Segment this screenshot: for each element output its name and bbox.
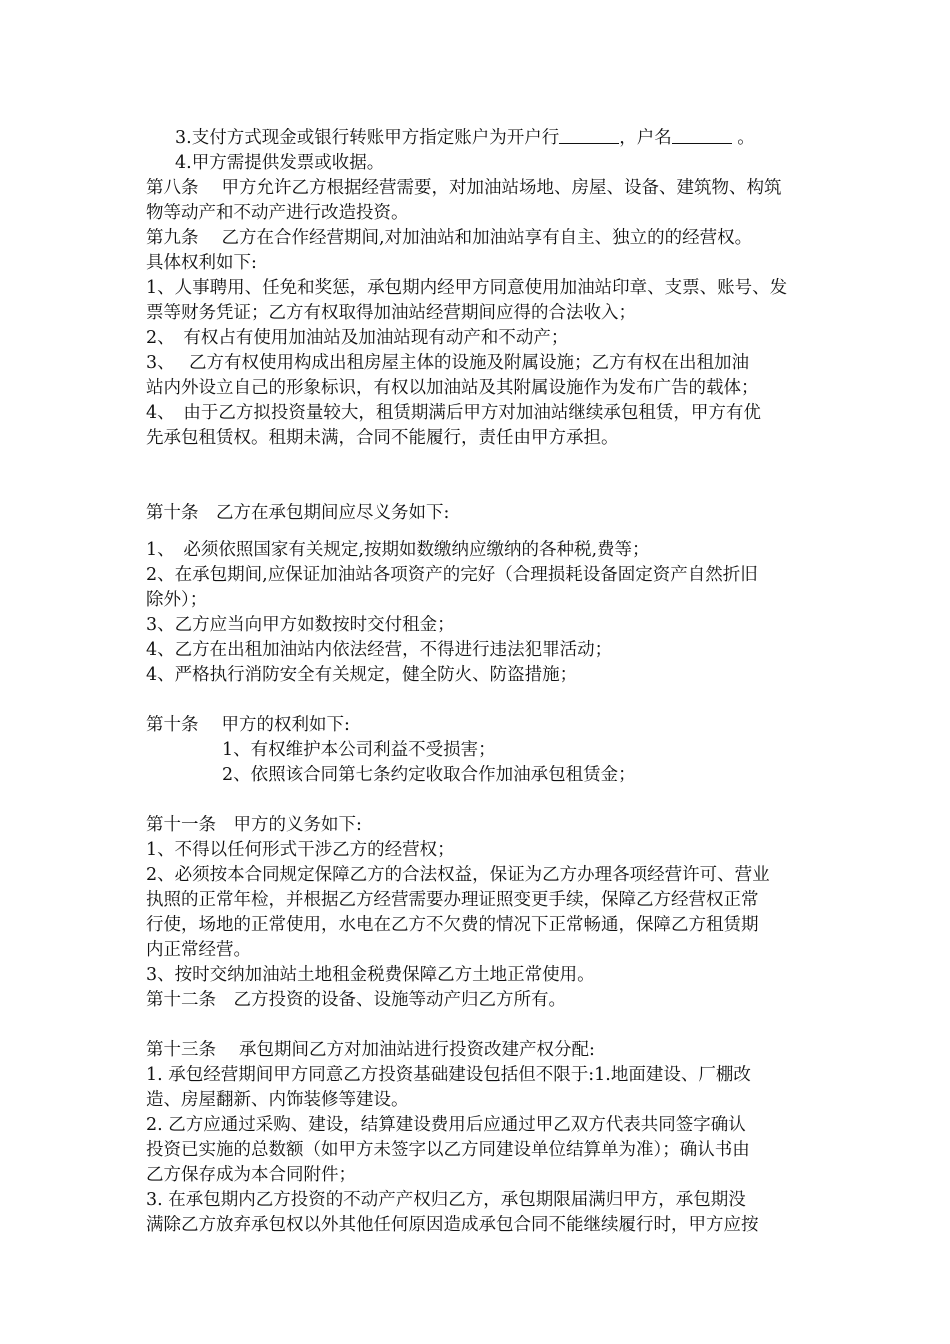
- paragraph-gap: [146, 451, 810, 476]
- text-line: [146, 251, 810, 276]
- line-text: 满除乙方放弃承包权以外其他任何原因造成承包合同不能继续履行时，甲方应按: [146, 1215, 759, 1235]
- text-line: [146, 226, 810, 251]
- text-line: [146, 638, 810, 663]
- text-line: [146, 963, 810, 988]
- text-line: [146, 863, 810, 888]
- line-text: 投资已实施的总数额（如甲方未签字以乙方同建设单位结算单为准）；确认书由: [146, 1140, 750, 1160]
- line-text: 3、乙方应当向甲方如数按时交付租金；: [146, 615, 455, 635]
- line-text: 1、 必须依照国家有关规定,按期如数缴纳应缴纳的各种税,费等；: [146, 540, 650, 560]
- text-line: [146, 538, 810, 563]
- line-text: 2. 乙方应通过采购、建设，结算建设费用后应通过甲乙双方代表共同签字确认: [146, 1115, 746, 1135]
- text-line: [146, 401, 810, 426]
- paragraph-gap: [146, 1013, 810, 1038]
- line-text: 3、 乙方有权使用构成出租房屋主体的设施及附属设施；乙方有权在出租加油: [146, 353, 749, 373]
- text-line: [146, 151, 810, 176]
- text-line: [146, 326, 810, 351]
- line-text: 物等动产和不动产进行改造投资。: [146, 203, 409, 223]
- line-text: 2、依照该合同第七条约定收取合作加油承包租赁金；: [222, 765, 636, 785]
- text-line: [146, 1188, 810, 1213]
- line-text: 1. 承包经营期间甲方同意乙方投资基础建设包括但不限于:1.地面建设、厂棚改: [146, 1065, 751, 1085]
- text-line: [146, 838, 810, 863]
- paragraph-gap: [146, 788, 810, 813]
- text-line: [146, 301, 810, 326]
- line-text: 第十一条 甲方的义务如下:: [146, 815, 362, 835]
- text-line: [146, 713, 810, 738]
- line-text: 3、按时交纳加油站土地租金税费保障乙方土地正常使用。: [146, 965, 595, 985]
- text-line: [146, 588, 810, 613]
- text-line: [146, 126, 810, 151]
- document-page: [146, 126, 810, 1238]
- line-text: 乙方保存成为本合同附件；: [146, 1165, 356, 1185]
- line-text: 1、有权维护本公司利益不受损害；: [222, 740, 496, 760]
- line-text: ，户名: [619, 128, 672, 148]
- text-line: [146, 1088, 810, 1113]
- paragraph-gap: [146, 688, 810, 713]
- paragraph-gap: [146, 526, 810, 538]
- line-text: 执照的正常年检，并根据乙方经营需要办理证照变更手续，保障乙方经营权正常: [146, 890, 759, 910]
- line-text: 1、人事聘用、任免和奖惩，承包期内经甲方同意使用加油站印章、支票、账号、发: [146, 278, 788, 298]
- text-line: [146, 663, 810, 688]
- text-line: [146, 1163, 810, 1188]
- text-line: [146, 501, 810, 526]
- text-line: [146, 738, 810, 763]
- text-line: [146, 888, 810, 913]
- fill-in-blank: [672, 127, 732, 144]
- line-text: 4、乙方在出租加油站内依法经营，不得进行违法犯罪活动；: [146, 640, 613, 660]
- text-line: [146, 1213, 810, 1238]
- line-text: 具体权利如下:: [146, 253, 257, 273]
- line-text: 1、不得以任何形式干涉乙方的经营权；: [146, 840, 455, 860]
- line-text: 3. 在承包期内乙方投资的不动产产权归乙方，承包期限届满归甲方，承包期没: [146, 1190, 746, 1210]
- line-text: 除外）；: [146, 590, 208, 610]
- line-text: 第九条 乙方在合作经营期间,对加油站和加油站享有自主、独立的的经营权。: [146, 228, 753, 248]
- text-line: [146, 563, 810, 588]
- text-line: [146, 426, 810, 451]
- text-line: [146, 176, 810, 201]
- text-line: [146, 1038, 810, 1063]
- line-text: 票等财务凭证；乙方有权取得加油站经营期间应得的合法收入；: [146, 303, 636, 323]
- line-text: 站内外设立自己的形象标识，有权以加油站及其附属设施作为发布广告的载体；: [146, 378, 759, 398]
- text-line: [146, 1138, 810, 1163]
- line-text: 2、 有权占有使用加油站及加油站现有动产和不动产；: [146, 328, 569, 348]
- text-line: [146, 351, 810, 376]
- text-line: [146, 813, 810, 838]
- fill-in-blank: [559, 127, 619, 144]
- text-line: [146, 613, 810, 638]
- line-text: 第十条 甲方的权利如下:: [146, 715, 350, 735]
- line-text: 造、房屋翻新、内饰装修等建设。: [146, 1090, 409, 1110]
- line-text: 第十二条 乙方投资的设备、设施等动产归乙方所有。: [146, 990, 566, 1010]
- text-line: [146, 1063, 810, 1088]
- text-line: [146, 1113, 810, 1138]
- line-text: 2、必须按本合同规定保障乙方的合法权益，保证为乙方办理各项经营许可、营业: [146, 865, 770, 885]
- text-line: [146, 276, 810, 301]
- paragraph-gap: [146, 476, 810, 501]
- text-line: [146, 376, 810, 401]
- line-text: 。: [731, 128, 755, 148]
- text-line: [146, 988, 810, 1013]
- line-text: 第十三条 承包期间乙方对加油站进行投资改建产权分配:: [146, 1040, 595, 1060]
- text-line: [146, 913, 810, 938]
- line-text: 2、在承包期间,应保证加油站各项资产的完好（合理损耗设备固定资产自然折旧: [146, 565, 758, 585]
- text-line: [146, 763, 810, 788]
- line-text: 4、严格执行消防安全有关规定，健全防火、防盗措施；: [146, 665, 578, 685]
- line-text: 先承包租赁权。租期未满，合同不能履行，责任由甲方承担。: [146, 428, 619, 448]
- line-text: 第八条 甲方允许乙方根据经营需要，对加油站场地、房屋、设备、建筑物、构筑: [146, 178, 782, 198]
- line-text: 第十条 乙方在承包期间应尽义务如下:: [146, 503, 450, 523]
- text-line: [146, 201, 810, 226]
- text-line: [146, 938, 810, 963]
- line-text: 内正常经营。: [146, 940, 251, 960]
- line-text: 行使，场地的正常使用，水电在乙方不欠费的情况下正常畅通，保障乙方租赁期: [146, 915, 759, 935]
- line-text: 4.甲方需提供发票或收据。: [175, 153, 385, 173]
- line-text: 4、 由于乙方拟投资量较大，租赁期满后甲方对加油站继续承包租赁，甲方有优: [146, 403, 761, 423]
- line-text: 3.支付方式现金或银行转账甲方指定账户为开户行: [175, 128, 560, 148]
